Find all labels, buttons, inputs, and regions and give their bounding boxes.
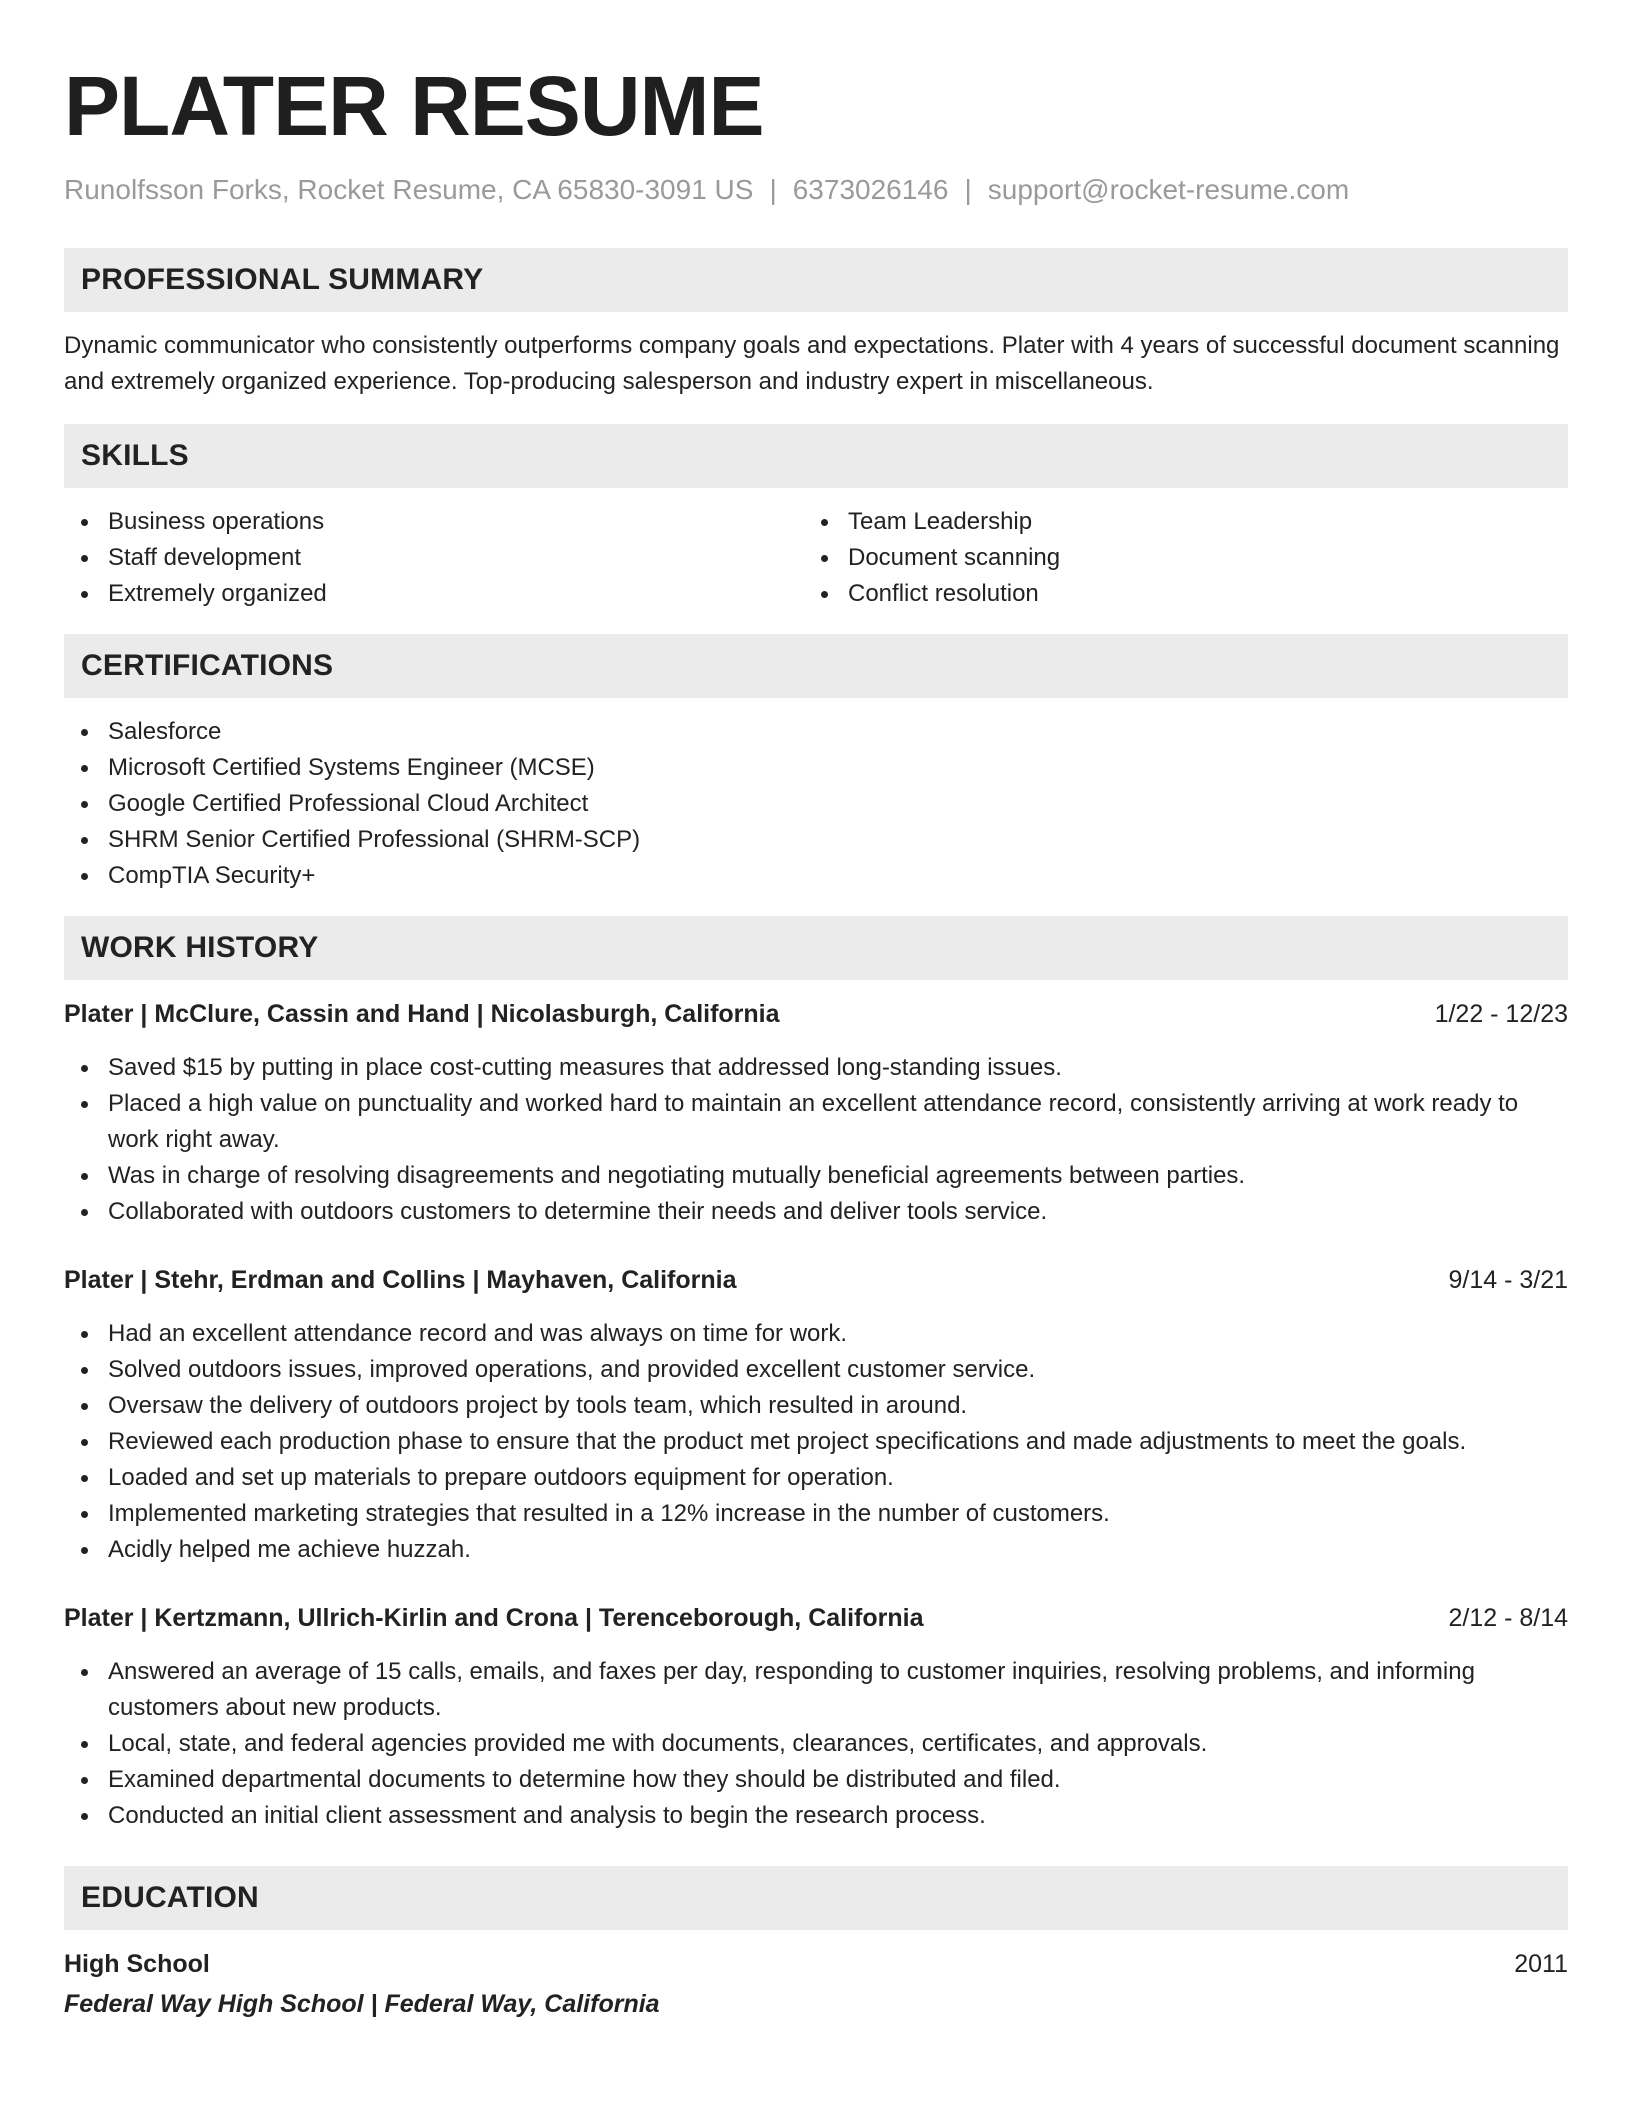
job-title: Plater | Stehr, Erdman and Collins | Mayhaven, California	[64, 1266, 737, 1294]
certifications-section-header: CERTIFICATIONS	[64, 634, 1568, 698]
job-dates: 2/12 - 8/14	[1448, 1604, 1568, 1632]
education-section-header: EDUCATION	[64, 1866, 1568, 1930]
certification-item: CompTIA Security+	[64, 858, 1568, 894]
job-header	[64, 1600, 1568, 1636]
certification-item: Google Certified Professional Cloud Architect	[64, 786, 1568, 822]
certifications-list	[64, 714, 1568, 894]
job-bullet: Oversaw the delivery of outdoors project by tools team, which resulted in around.	[64, 1388, 1568, 1424]
contact-line	[64, 170, 1568, 210]
skills-right-column	[804, 504, 1544, 612]
job-entry	[64, 1600, 1568, 1834]
contact-separator: |	[964, 174, 972, 205]
education-degree: High School	[64, 1950, 210, 1978]
education-school: Federal Way High School | Federal Way, California	[64, 1990, 660, 2018]
job-bullet: Placed a high value on punctuality and worked hard to maintain an excellent attendance record, consistently arriving at work ready to work right away.	[64, 1086, 1568, 1158]
skill-item: Document scanning	[804, 540, 1544, 576]
summary-section-header: PROFESSIONAL SUMMARY	[64, 248, 1568, 312]
job-bullet: Loaded and set up materials to prepare outdoors equipment for operation.	[64, 1460, 1568, 1496]
skills-section-header: SKILLS	[64, 424, 1568, 488]
skill-item: Business operations	[64, 504, 804, 540]
skill-item: Conflict resolution	[804, 576, 1544, 612]
job-bullet: Collaborated with outdoors customers to determine their needs and deliver tools service.	[64, 1194, 1568, 1230]
education-header	[64, 1946, 1568, 1982]
skill-item: Extremely organized	[64, 576, 804, 612]
job-bullet: Conducted an initial client assessment and analysis to begin the research process.	[64, 1798, 1568, 1834]
job-bullet: Acidly helped me achieve huzzah.	[64, 1532, 1568, 1568]
contact-email[interactable]: support@rocket-resume.com	[987, 174, 1350, 205]
job-bullet: Implemented marketing strategies that resulted in a 12% increase in the number of customers.	[64, 1496, 1568, 1532]
summary-text: Dynamic communicator who consistently outperforms company goals and expectations. Plater with 4 years of successful document scanning and extremely organized experience. Top-producing salesperson and industry expert in miscellaneous.	[64, 332, 1560, 395]
skill-item: Staff development	[64, 540, 804, 576]
education-year: 2011	[1514, 1950, 1568, 1978]
job-header	[64, 996, 1568, 1032]
job-title: Plater | McClure, Cassin and Hand | Nicolasburgh, California	[64, 1000, 780, 1028]
job-bullets	[64, 1654, 1568, 1834]
job-bullets	[64, 1050, 1568, 1230]
certification-item: Microsoft Certified Systems Engineer (MCSE)	[64, 750, 1568, 786]
job-bullet: Local, state, and federal agencies provided me with documents, clearances, certificates, and approvals.	[64, 1726, 1568, 1762]
job-header	[64, 1262, 1568, 1298]
contact-phone: 6373026146	[792, 174, 949, 205]
job-bullet: Solved outdoors issues, improved operations, and provided excellent customer service.	[64, 1352, 1568, 1388]
certification-item: SHRM Senior Certified Professional (SHRM-SCP)	[64, 822, 1568, 858]
job-dates: 9/14 - 3/21	[1448, 1266, 1568, 1294]
skills-grid	[64, 504, 1568, 612]
job-bullet: Reviewed each production phase to ensure that the product met project specifications and made adjustments to meet the goals.	[64, 1424, 1568, 1460]
job-title: Plater | Kertzmann, Ullrich-Kirlin and Crona | Terenceborough, California	[64, 1604, 924, 1632]
work-history-section-header: WORK HISTORY	[64, 916, 1568, 980]
skills-left-column	[64, 504, 804, 612]
job-entry	[64, 996, 1568, 1230]
job-bullet: Was in charge of resolving disagreements and negotiating mutually beneficial agreements between parties.	[64, 1158, 1568, 1194]
contact-separator: |	[769, 174, 777, 205]
job-entry	[64, 1262, 1568, 1568]
job-bullets	[64, 1316, 1568, 1568]
contact-address: Runolfsson Forks, Rocket Resume, CA 65830-3091 US	[64, 174, 754, 205]
resume-name: PLATER RESUME	[64, 59, 764, 153]
certification-item: Salesforce	[64, 714, 1568, 750]
job-bullet: Had an excellent attendance record and was always on time for work.	[64, 1316, 1568, 1352]
job-dates: 1/22 - 12/23	[1434, 1000, 1568, 1028]
job-bullet: Answered an average of 15 calls, emails, and faxes per day, responding to customer inquiries, resolving problems, and informing customers about new products.	[64, 1654, 1568, 1726]
job-bullet: Examined departmental documents to determine how they should be distributed and filed.	[64, 1762, 1568, 1798]
skill-item: Team Leadership	[804, 504, 1544, 540]
job-bullet: Saved $15 by putting in place cost-cutting measures that addressed long-standing issues.	[64, 1050, 1568, 1086]
